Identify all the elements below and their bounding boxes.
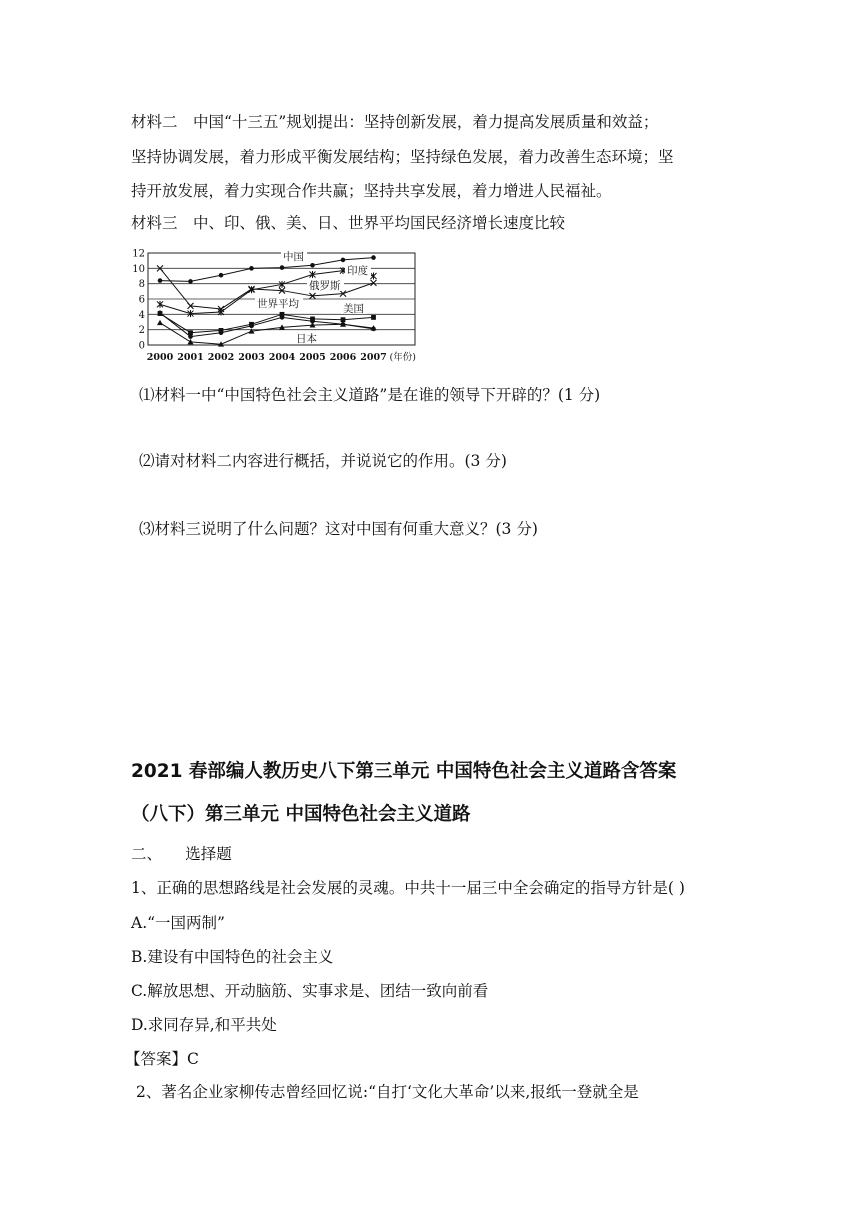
x-unit-label: (年份) [389, 352, 416, 363]
x-tick-label: 2006 [329, 352, 357, 363]
question-2: ⑵请对材料二内容进行概括，并说说它的作用。(3 分) [139, 452, 507, 470]
data-point [280, 315, 285, 320]
question-1: ⑴材料一中“中国特色社会主义道路”是在谁的领导下开辟的？(1 分) [139, 386, 601, 404]
series-label: 中国 [283, 251, 304, 263]
x-tick-label: 2007 [360, 352, 387, 363]
data-point [249, 266, 254, 271]
x-tick-label: 2002 [207, 352, 235, 363]
data-point [341, 258, 346, 263]
data-point [371, 280, 377, 286]
data-point [219, 330, 224, 335]
y-tick-labels [132, 249, 145, 352]
x-tick-labels [147, 351, 416, 363]
option-a: A.“一国两制” [131, 914, 225, 932]
material-2-line-3: 持开放发展，着力实现合作共赢；坚持共享发展，着力增进人民福祉。 [131, 182, 612, 200]
data-point [280, 265, 285, 270]
data-point [249, 324, 254, 329]
y-tick-label: 8 [138, 279, 145, 291]
data-point [158, 278, 163, 283]
x-tick-label: 2005 [299, 352, 326, 363]
question-item-2-stem: 2、著名企业家柳传志曾经回忆说:“自打‘文化大革命’以来,报纸一登就全是 [136, 1083, 639, 1101]
x-tick-label: 2000 [146, 352, 174, 363]
growth-rate-chart [131, 243, 431, 365]
series-label: 世界平均 [257, 298, 299, 310]
data-point [371, 315, 376, 320]
material-3-caption: 材料三 中、印、俄、美、日、世界平均国民经济增长速度比较 [131, 214, 566, 232]
answer: 【答案】C [125, 1050, 199, 1068]
question-3: ⑶材料三说明了什么问题？这对中国有何重大意义？(3 分) [139, 520, 538, 538]
question-item-1-stem: 1、正确的思想路线是社会发展的灵魂。中共十一届三中全会确定的指导方针是( ) [131, 879, 685, 897]
data-point [219, 273, 224, 278]
data-point [371, 255, 376, 260]
series-label: 日本 [296, 333, 317, 345]
series-label: 美国 [343, 303, 364, 315]
unit-subtitle: （八下）第三单元 中国特色社会主义道路 [131, 804, 471, 825]
y-tick-label: 10 [132, 263, 145, 275]
series-label: 俄罗斯 [309, 280, 341, 292]
y-tick-label: 2 [138, 325, 145, 337]
y-tick-label: 6 [138, 294, 145, 306]
section-label: 二、 选择题 [131, 845, 232, 863]
material-2-line-1: 材料二 中国“十三五”规划提出：坚持创新发展，着力提高发展质量和效益； [131, 113, 659, 131]
material-2-line-2: 坚持协调发展，着力形成平衡发展结构；坚持绿色发展，着力改善生态环境；坚 [131, 148, 674, 166]
data-point [157, 320, 163, 325]
option-b: B.建设有中国特色的社会主义 [131, 948, 334, 966]
option-c: C.解放思想、开动脑筋、实事求是、团结一致向前看 [131, 982, 489, 1000]
data-point [188, 334, 193, 339]
series-label: 印度 [347, 265, 368, 277]
y-tick-label: 4 [138, 309, 145, 321]
option-d: D.求同存异,和平共处 [131, 1016, 277, 1034]
data-point [188, 279, 193, 284]
x-tick-label: 2001 [177, 352, 204, 363]
data-point [158, 311, 163, 316]
y-tick-label: 0 [138, 340, 145, 352]
data-point [157, 301, 163, 308]
document-title: 2021 春部编人教历史八下第三单元 中国特色社会主义道路含答案 [131, 761, 677, 782]
x-tick-label: 2003 [238, 352, 265, 363]
y-tick-label: 12 [132, 248, 145, 260]
data-point [310, 263, 315, 268]
x-tick-label: 2004 [268, 352, 296, 363]
